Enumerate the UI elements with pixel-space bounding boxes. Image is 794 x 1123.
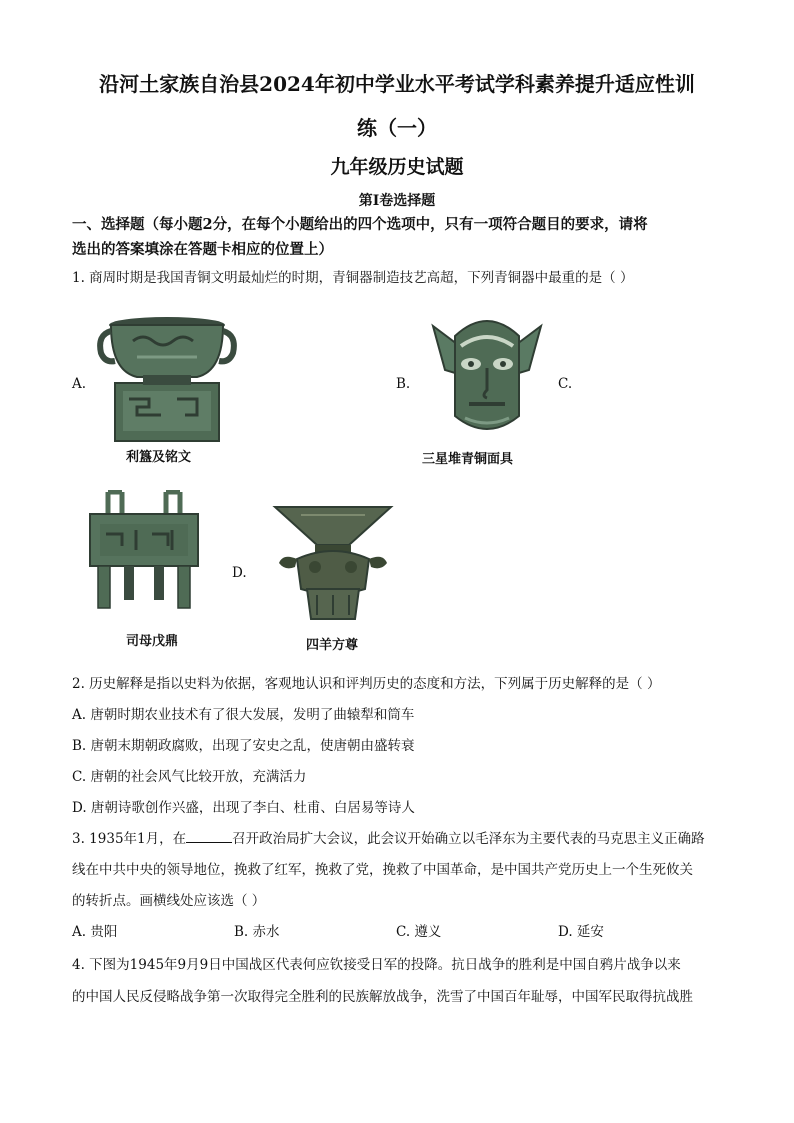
q1-option-c-letter: C. <box>558 376 573 392</box>
exam-title-line1: 沿河土家族自治县2024年初中学业水平考试学科素养提升适应性训 <box>99 72 695 96</box>
q1-option-c-caption: 司母戊鼎 <box>126 634 179 649</box>
q1-option-d-caption: 四羊方尊 <box>306 638 359 653</box>
exam-title-line2: 练（一） <box>357 116 437 140</box>
q2-option-b: B. 唐朝末期朝政腐败，出现了安史之乱，使唐朝由盛转衰 <box>72 738 415 754</box>
part1-heading-line2: 选出的答案填涂在答题卡相应的位置上） <box>72 241 333 258</box>
q3-option-d: D. 延安 <box>558 924 604 940</box>
q1-option-b-letter: B. <box>396 376 411 392</box>
section-heading: 第Ⅰ卷选择题 <box>358 193 436 209</box>
q3-stem-part1: 3. 1935年1月，在 <box>72 831 187 847</box>
bronze-mask-icon <box>425 306 549 442</box>
q4-stem-line2: 的中国人民反侵略战争第一次取得完全胜利的民族解放战争，洗雪了中国百年耻辱，中国军民取得抗战胜 <box>72 989 693 1005</box>
q3-stem-part2: 召开政治局扩大会议，此会议开始确立以毛泽东为主要代表的马克思主义正确路 <box>232 831 705 847</box>
q1-option-d-letter: D. <box>232 565 247 581</box>
part1-heading-line1: 一、选择题（每小题2分，在每个小题给出的四个选项中，只有一项符合题目的要求，请将 <box>72 216 648 233</box>
q1-option-a-caption: 利簋及铭文 <box>126 450 192 465</box>
q1-option-a-letter: A. <box>72 376 87 392</box>
q3-answer-blank <box>186 830 232 843</box>
q3-option-b: B. 赤水 <box>234 924 280 940</box>
q2-option-a: A. 唐朝时期农业技术有了很大发展，发明了曲辕犁和筒车 <box>72 707 415 723</box>
q1-option-b-caption: 三星堆青铜面具 <box>422 452 514 467</box>
q3-stem-line1 <box>72 827 705 847</box>
bronze-ding-icon <box>86 490 202 614</box>
q2-option-d: D. 唐朝诗歌创作兴盛，出现了李白、杜甫、白居易等诗人 <box>72 800 415 816</box>
exam-subtitle: 九年级历史试题 <box>330 156 464 178</box>
q3-stem-line3: 的转折点。画横线处应该选（ ） <box>72 893 266 909</box>
bronze-gui-vessel-icon <box>97 311 237 443</box>
bronze-zun-icon <box>271 503 395 625</box>
q2-option-c: C. 唐朝的社会风气比较开放，充满活力 <box>72 769 307 785</box>
q3-stem-line2: 线在中共中央的领导地位，挽救了红军，挽救了党，挽救了中国革命，是中国共产党历史上一个生死攸关 <box>72 862 693 878</box>
q2-stem: 2. 历史解释是指以史料为依据，客观地认识和评判历史的态度和方法，下列属于历史解释的是（ ） <box>72 676 661 692</box>
q1-stem: 1. 商周时期是我国青铜文明最灿烂的时期，青铜器制造技艺高超，下列青铜器中最重的是（ ） <box>72 270 634 286</box>
q4-stem-line1: 4. 下图为1945年9月9日中国战区代表何应钦接受日军的投降。抗日战争的胜利是中国自鸦片战争以来 <box>72 957 681 973</box>
q3-option-a: A. 贵阳 <box>72 924 118 940</box>
q3-option-c: C. 遵义 <box>396 924 442 940</box>
